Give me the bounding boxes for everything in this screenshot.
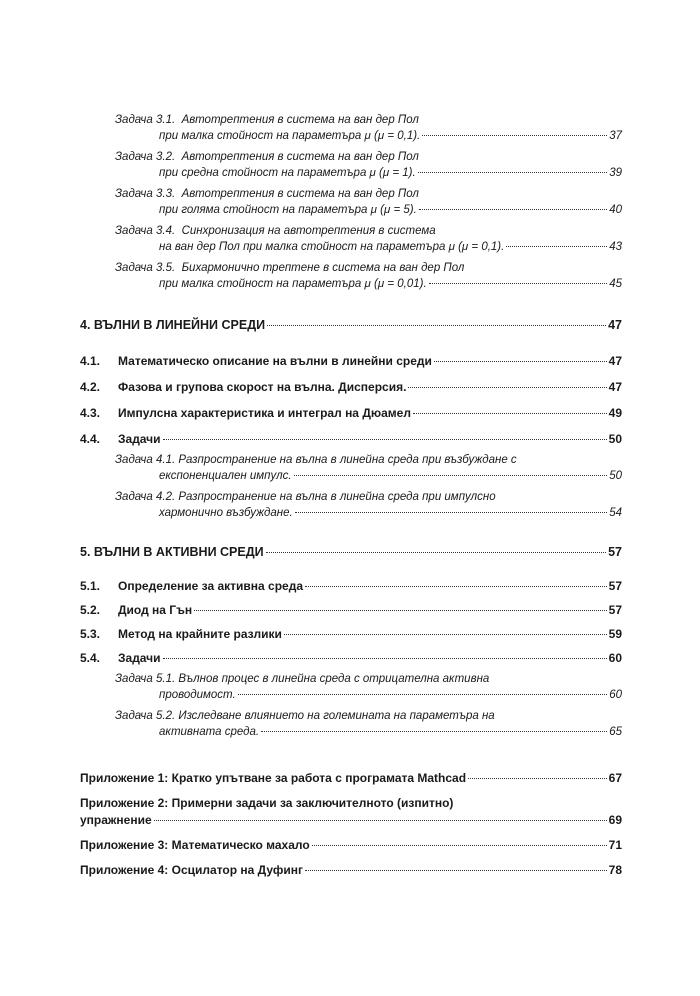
appendix-title: Приложение 3: Математическо махало: [80, 838, 310, 852]
dot-leader: [312, 845, 607, 846]
section-number: 5.4.: [80, 651, 101, 665]
task-line2: проводимост.: [159, 689, 236, 701]
dot-leader: [418, 172, 608, 173]
page-number: 43: [609, 241, 622, 253]
section-title: Определение за активна среда: [118, 579, 303, 593]
dot-leader: [294, 475, 608, 476]
section-number: 4.3.: [80, 406, 101, 420]
appendix-3[interactable]: [80, 837, 622, 854]
page-number: 40: [609, 204, 622, 216]
task-title: Автотрептения в система на ван дер Пол: [181, 151, 419, 163]
section-4-2[interactable]: [80, 378, 622, 396]
page-number: 57: [608, 603, 622, 617]
page-number: 50: [609, 470, 622, 482]
page-number: 57: [608, 545, 622, 559]
page-number: 60: [608, 651, 622, 665]
section-title: Импулсна характеристика и интеграл на Дюамел: [118, 406, 411, 420]
section-number: 5.1.: [80, 579, 101, 593]
task-label: Задача 3.4.: [115, 225, 176, 237]
dot-leader: [422, 135, 607, 136]
section-5-2[interactable]: [80, 601, 622, 619]
page-number: 50: [608, 432, 622, 446]
section-number: 5.3.: [80, 627, 101, 641]
page-number: 47: [608, 318, 622, 332]
task-3-1[interactable]: [115, 112, 622, 144]
section-title: Математическо описание на вълни в линейни среди: [118, 354, 432, 368]
task-line1: Задача 4.2. Разпространение на вълна в линейна среда при импулсно: [115, 491, 496, 503]
task-title: Автотрептения в система на ван дер Пол: [181, 114, 419, 126]
page-number: 59: [608, 627, 622, 641]
task-3-3[interactable]: [115, 186, 622, 218]
task-title: Автотрептения в система на ван дер Пол: [181, 188, 419, 200]
dot-leader: [154, 820, 607, 821]
task-label: Задача 3.5.: [115, 262, 176, 274]
task-line2: хармонично възбуждане.: [159, 507, 293, 519]
appendix-1[interactable]: [80, 770, 622, 787]
dot-leader: [238, 694, 608, 695]
page-number: 45: [609, 278, 622, 290]
task-3-2[interactable]: [115, 149, 622, 181]
task-3-4[interactable]: [115, 223, 622, 255]
dot-leader: [429, 283, 608, 284]
section-4-4[interactable]: [80, 430, 622, 448]
dot-leader: [267, 325, 606, 326]
section-5-3[interactable]: [80, 625, 622, 643]
section-4-1[interactable]: [80, 352, 622, 370]
task-label: Задача 3.3.: [115, 188, 176, 200]
appendix-title: Приложение 4: Осцилатор на Дуфинг: [80, 863, 303, 877]
task-line2: при голяма стойност на параметъра μ (μ = 5).: [159, 204, 417, 216]
dot-leader: [305, 870, 607, 871]
section-number: 4.2.: [80, 380, 101, 394]
task-5-2[interactable]: [115, 708, 622, 740]
task-title: Бихармонично трептене в система на ван дер Пол: [181, 262, 465, 274]
page-number: 69: [608, 813, 622, 827]
task-label: Задача 3.1.: [115, 114, 176, 126]
dot-leader: [413, 413, 607, 414]
task-line2: при малка стойност на параметъра μ (μ = 0,1).: [159, 130, 421, 142]
section-5-1[interactable]: [80, 577, 622, 595]
appendix-title: упражнение: [80, 813, 152, 827]
chapter-4-heading[interactable]: [80, 316, 622, 334]
section-5-4[interactable]: [80, 649, 622, 667]
dot-leader: [163, 658, 607, 659]
dot-leader: [261, 731, 607, 732]
section-title: Диод на Гън: [118, 603, 193, 617]
page-number: 37: [609, 130, 622, 142]
chapter-title: 4. ВЪЛНИ В ЛИНЕЙНИ СРЕДИ: [80, 318, 266, 332]
appendix-4[interactable]: [80, 862, 622, 879]
task-line2: при малка стойност на параметъра μ (μ = 0,01).: [159, 278, 427, 290]
dot-leader: [434, 361, 607, 362]
task-4-2[interactable]: [115, 489, 622, 521]
page-number: 60: [609, 689, 622, 701]
page-number: 57: [608, 579, 622, 593]
page-number: 65: [609, 726, 622, 738]
appendix-title: Приложение 1: Кратко упътване за работа с програмата Mathcad: [80, 771, 467, 785]
dot-leader: [305, 586, 607, 587]
section-4-3[interactable]: [80, 404, 622, 422]
page-number: 78: [608, 863, 622, 877]
section-title: Фазова и групова скорост на вълна. Дисперсия.: [118, 380, 407, 394]
section-title: Задачи: [118, 651, 161, 665]
dot-leader: [468, 778, 607, 779]
appendix-line1: Приложение 2: Примерни задачи за заключителното (изпитно): [80, 796, 454, 810]
task-line2: на ван дер Пол при малка стойност на параметъра μ (μ = 0,1).: [159, 241, 505, 253]
dot-leader: [194, 610, 607, 611]
page-number: 49: [608, 406, 622, 420]
dot-leader: [419, 209, 607, 210]
dot-leader: [284, 634, 607, 635]
dot-leader: [506, 246, 607, 247]
task-label: Задача 3.2.: [115, 151, 176, 163]
task-line2: при средна стойност на параметъра μ (μ = 1).: [159, 167, 416, 179]
task-title: Синхронизация на автотрептения в система: [181, 225, 436, 237]
section-number: 4.4.: [80, 432, 101, 446]
task-line1: Задача 5.1. Вълнов процес в линейна среда с отрицателна активна: [115, 673, 490, 685]
chapter-5-heading[interactable]: [80, 543, 622, 561]
section-title: Метод на крайните разлики: [118, 627, 282, 641]
page-number: 54: [609, 507, 622, 519]
task-line1: Задача 4.1. Разпространение на вълна в линейна среда при възбуждане с: [115, 454, 517, 466]
page-number: 47: [608, 354, 622, 368]
page-number: 71: [608, 838, 622, 852]
task-line1: Задача 5.2. Изследване влиянието на големината на параметъра на: [115, 710, 495, 722]
task-4-1[interactable]: [115, 452, 622, 484]
dot-leader: [266, 552, 606, 553]
dot-leader: [295, 512, 608, 513]
task-line2: експоненциален импулс.: [159, 470, 292, 482]
section-number: 4.1.: [80, 354, 101, 368]
table-of-contents: [80, 112, 622, 879]
dot-leader: [408, 387, 606, 388]
section-number: 5.2.: [80, 603, 101, 617]
task-line2: активната среда.: [159, 726, 260, 738]
chapter-title: 5. ВЪЛНИ В АКТИВНИ СРЕДИ: [80, 545, 264, 559]
page-number: 47: [608, 380, 622, 394]
task-5-1[interactable]: [115, 671, 622, 703]
appendix-2[interactable]: [80, 795, 622, 829]
page-number: 39: [609, 167, 622, 179]
page-number: 67: [608, 771, 622, 785]
section-title: Задачи: [118, 432, 161, 446]
dot-leader: [163, 439, 607, 440]
task-3-5[interactable]: [115, 260, 622, 292]
